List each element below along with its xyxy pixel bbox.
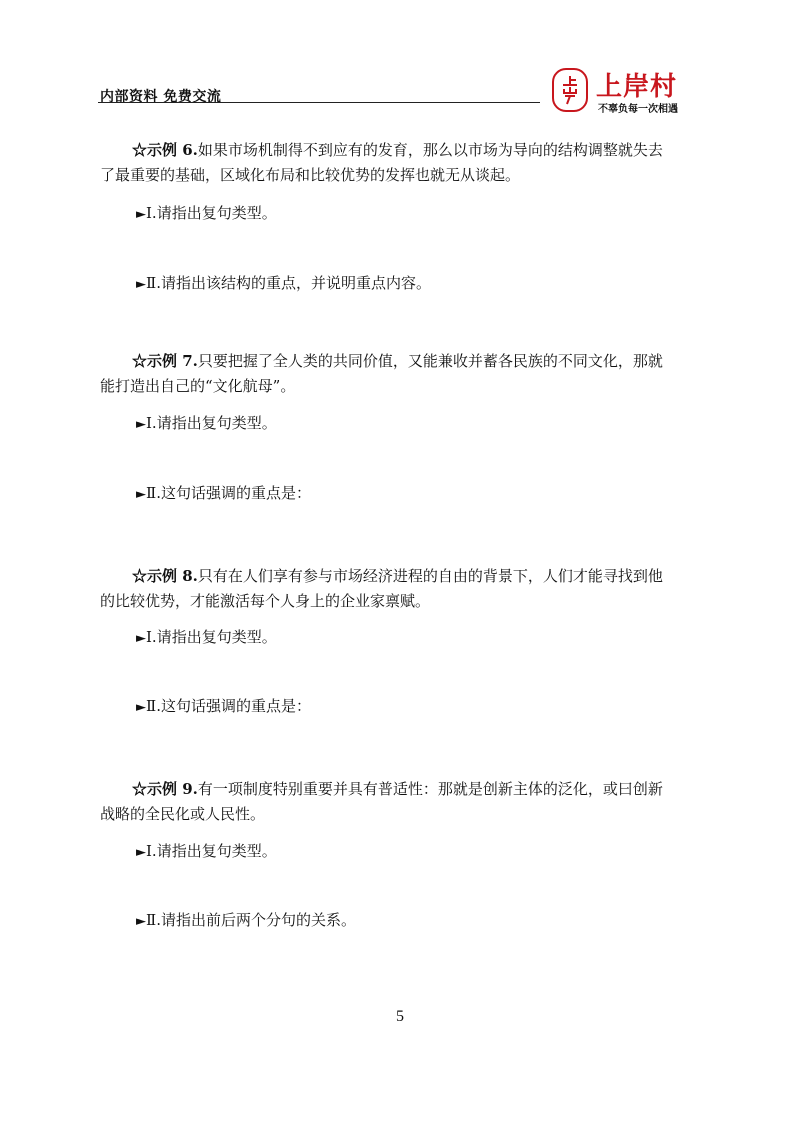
arrow-icon: ► xyxy=(136,845,146,860)
example-6-question-2 xyxy=(136,273,431,295)
question-text: Ⅰ.请指出复句类型。 xyxy=(146,628,277,646)
seal-glyph-icon xyxy=(558,73,582,107)
example-8-question-2 xyxy=(136,696,311,718)
example-label: ☆示例 xyxy=(132,780,178,798)
example-9-line-1 xyxy=(132,779,732,799)
seal-logo-icon xyxy=(552,68,588,112)
question-text: Ⅰ.请指出复句类型。 xyxy=(146,842,277,860)
arrow-icon: ► xyxy=(136,417,146,432)
brand-slogan: 不辜负每一次相遇 xyxy=(598,104,678,115)
brand-title: 上岸村 xyxy=(596,72,678,102)
example-7-question-2 xyxy=(136,483,311,505)
example-7-question-1 xyxy=(136,413,277,435)
example-label: ☆示例 xyxy=(132,352,178,370)
example-9-line-2: 战略的全民化或人民性。 xyxy=(100,805,266,823)
question-text: Ⅰ.请指出复句类型。 xyxy=(146,204,277,222)
arrow-icon: ► xyxy=(136,207,146,222)
example-6-line-1 xyxy=(132,140,732,160)
example-number: 6. xyxy=(177,141,198,159)
question-text: Ⅱ.这句话强调的重点是： xyxy=(146,697,311,715)
example-7-line-1 xyxy=(132,351,732,371)
question-text: Ⅱ.请指出前后两个分句的关系。 xyxy=(146,911,356,929)
example-6-line-2: 了最重要的基础，区域化布局和比较优势的发挥也就无从谈起。 xyxy=(100,166,521,184)
example-label: ☆示例 xyxy=(132,141,178,159)
example-text: 只要把握了全人类的共同价值，又能兼收并蓄各民族的不同文化，那就 xyxy=(197,352,663,370)
example-number: 9. xyxy=(177,780,198,798)
example-9-question-1 xyxy=(136,841,277,863)
arrow-icon: ► xyxy=(136,487,146,502)
example-8-line-2: 的比较优势，才能激活每个人身上的企业家禀赋。 xyxy=(100,592,431,610)
arrow-icon: ► xyxy=(136,277,146,292)
example-6-question-1 xyxy=(136,203,277,225)
example-8-line-1 xyxy=(132,566,732,586)
header-label: 内部资料 免费交流 xyxy=(100,89,222,105)
page-number: 5 xyxy=(396,1008,404,1025)
example-text: 如果市场机制得不到应有的发育，那么以市场为导向的结构调整就失去 xyxy=(197,141,663,159)
example-7-line-2: 能打造出自己的“文化航母”。 xyxy=(100,377,296,395)
example-text: 有一项制度特别重要并具有普适性：那就是创新主体的泛化，或曰创新 xyxy=(197,780,663,798)
example-number: 7. xyxy=(177,352,198,370)
question-text: Ⅱ.这句话强调的重点是： xyxy=(146,484,311,502)
example-9-question-2 xyxy=(136,910,356,932)
question-text: Ⅱ.请指出该结构的重点，并说明重点内容。 xyxy=(146,274,431,292)
arrow-icon: ► xyxy=(136,700,146,715)
header-divider xyxy=(98,102,540,103)
example-8-question-1 xyxy=(136,627,277,649)
example-text: 只有在人们享有参与市场经济进程的自由的背景下，人们才能寻找到他 xyxy=(197,567,663,585)
arrow-icon: ► xyxy=(136,631,146,646)
question-text: Ⅰ.请指出复句类型。 xyxy=(146,414,277,432)
arrow-icon: ► xyxy=(136,914,146,929)
example-label: ☆示例 xyxy=(132,567,178,585)
example-number: 8. xyxy=(177,567,198,585)
